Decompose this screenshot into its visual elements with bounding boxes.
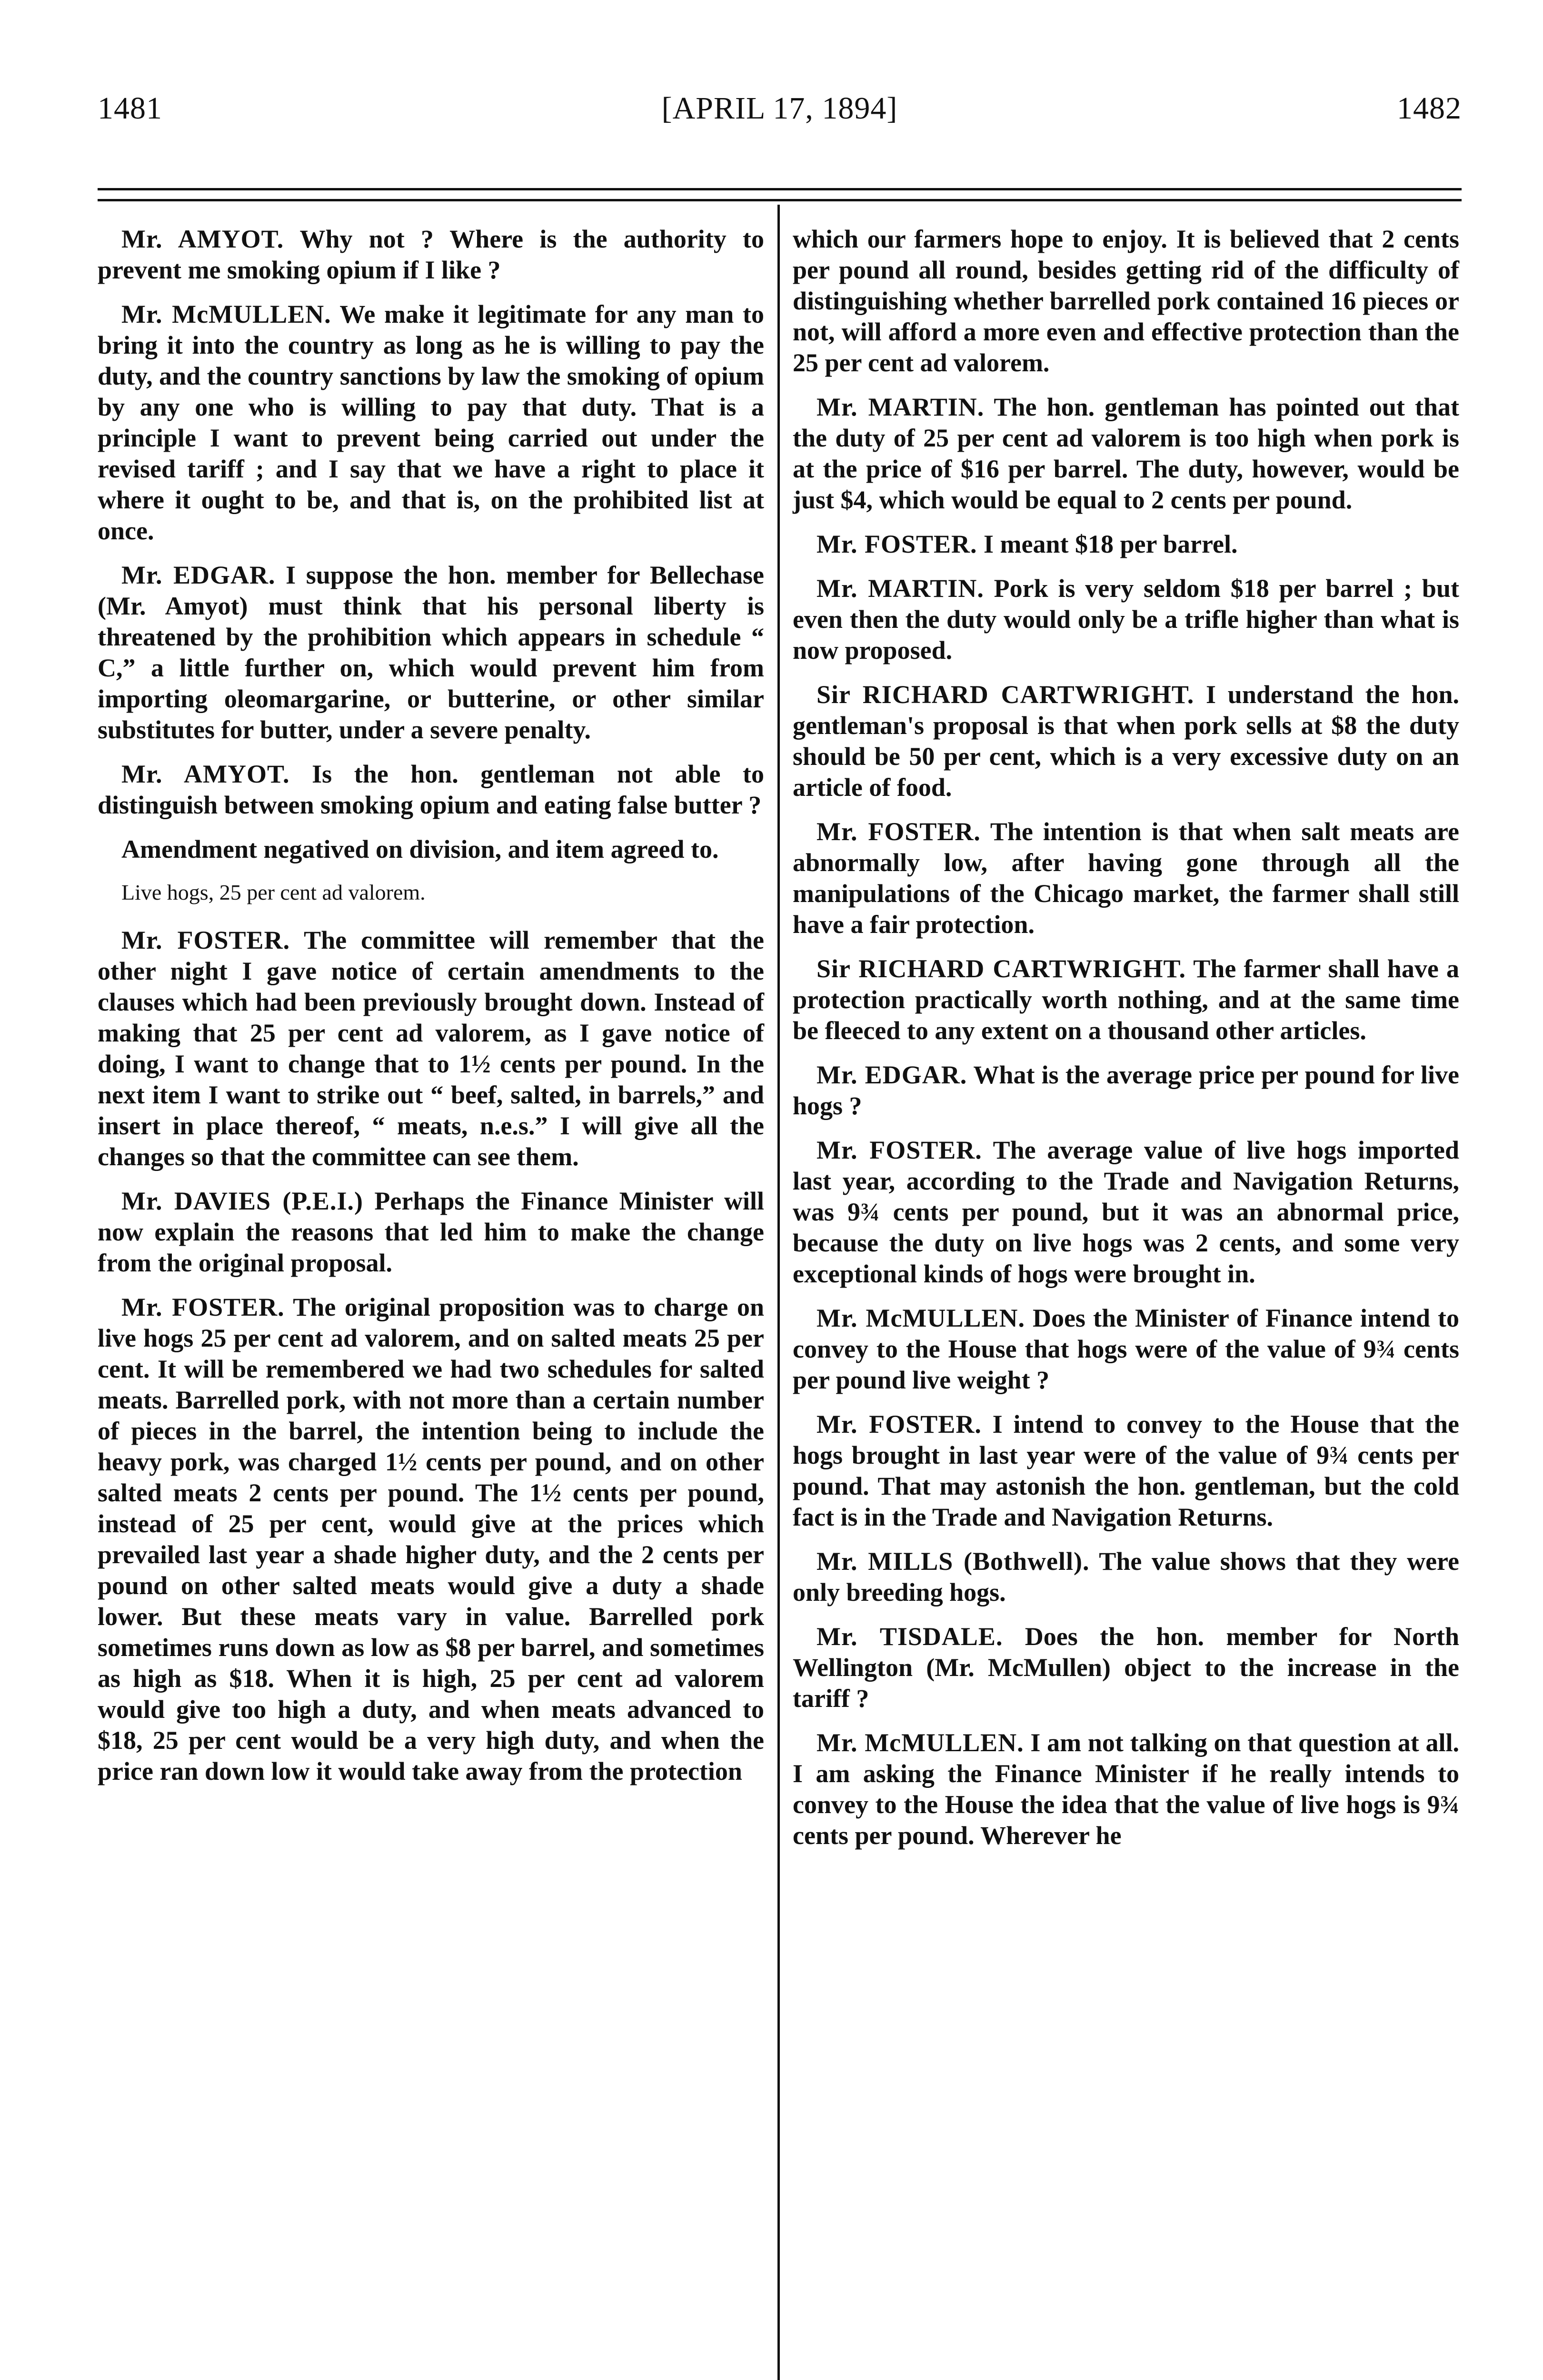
speaker-name: Mr. MARTIN. [816, 393, 985, 421]
speech-paragraph [793, 1060, 1459, 1121]
left-column [98, 224, 764, 1800]
speaker-name: Mr. McMULLEN. [816, 1304, 1025, 1332]
speech-paragraph [793, 1303, 1459, 1396]
speech-paragraph [793, 1135, 1459, 1289]
speech-paragraph [98, 1292, 764, 1787]
speech-text: Why not ? Where is the authority to prevent me smoking opium if I like ? [98, 225, 764, 284]
speaker-name: Sir RICHARD CARTWRIGHT. [816, 954, 1186, 983]
speaker-name: Mr. EDGAR. [816, 1061, 967, 1089]
speech-text: I meant $18 per barrel. [977, 530, 1238, 558]
speech-text: The committee will remember that the other night I gave notice of certain amendments to the clauses which had been previously brought down. Instead of making that 25 per cent ad valorem, as I gave notice of doing, I want to change that to 1½ cents per pound. In the next item I want to strike out “ beef, salted, in barrels,” and insert in place thereof, “ meats, n.e.s.” I will give all the changes so that the committee can see them. [98, 926, 764, 1171]
speaker-name: Mr. McMULLEN. [121, 300, 331, 328]
speaker-name: Mr. FOSTER. [816, 1410, 982, 1438]
speech-paragraph [98, 925, 764, 1172]
speech-paragraph [793, 953, 1459, 1046]
speech-paragraph [793, 679, 1459, 803]
header-rule-top [98, 188, 1462, 190]
speech-paragraph [98, 224, 764, 286]
speech-text: I suppose the hon. member for Bellechase (Mr. Amyot) must think that his personal liberty is threatened by the prohibition which appears in schedule “ C,” a little further on, which would prevent him from importing oleomargarine, or butterine, or other similar substitutes for butter, under a severe penalty. [98, 561, 764, 744]
right-page-number: 1482 [1397, 91, 1462, 126]
speech-paragraph [98, 299, 764, 546]
speech-text: Does the hon. member for North Wellington (Mr. McMullen) object to the increase in the tariff ? [793, 1622, 1459, 1713]
speech-paragraph [98, 560, 764, 745]
speaker-name: Mr. AMYOT. [121, 760, 290, 788]
speech-text: The original proposition was to charge on live hogs 25 per cent ad valorem, and on salted meats 25 per cent. It will be remembered we had two schedules for salted meats. Barrelled pork, with not more than a certain number of pieces in the barrel, the intention being to include the heavy pork, was charged 1½ cents per pound, and on other salted meats 2 cents per pound. The 1½ cents per pound, instead of 25 per cent, would give at the prices which prevailed last year a shade higher duty, and the 2 cents per pound on other salted meats would give a duty a shade lower. But these meats vary in value. Barrelled pork sometimes runs down as low as $8 per barrel, and sometimes as high as $18. When it is high, 25 per cent ad valorem would give too high a duty, and when meats advanced to $18, 25 per cent would be a very high duty, and when the price ran down low it would take away from the protection [98, 1293, 764, 1785]
speaker-name: Mr. MILLS (Bothwell). [816, 1547, 1090, 1576]
speech-paragraph [793, 1727, 1459, 1851]
text-paragraph [98, 834, 764, 865]
speech-text: We make it legitimate for any man to bring it into the country as long as he is willing to pay the duty, and the country sanctions by law the smoking of opium by any one who is willing to pay that duty. That is a principle I want to prevent being carried out under the revised tariff ; and I say that we have a right to place it where it ought to be, and that is, on the prohibited list at once. [98, 300, 764, 545]
speech-paragraph [793, 1409, 1459, 1533]
speech-text: Amendment negatived on division, and item agreed to. [121, 835, 719, 863]
speaker-name: Sir RICHARD CARTWRIGHT. [816, 680, 1195, 709]
left-page-number: 1481 [98, 91, 162, 126]
speaker-name: Mr. FOSTER. [816, 530, 977, 558]
right-column [793, 224, 1459, 1864]
tariff-item: Live hogs, 25 per cent ad valorem. [121, 880, 426, 904]
speech-text: The value shows that they were only breeding hogs. [793, 1547, 1459, 1606]
speaker-name: Mr. DAVIES (P.E.I.) [121, 1187, 363, 1215]
speech-text: The average value of live hogs imported last year, according to the Trade and Navigation Returns, was 9¾ cents per pound, but it was an abnormal price, because the duty on live hogs was 2 cents, and some very exceptional kinds of hogs were brought in. [793, 1136, 1460, 1288]
speaker-name: Mr. TISDALE. [816, 1622, 1003, 1651]
speech-text: The farmer shall have a protection practically worth nothing, and at the same time be fleeced to any extent on a thousand other articles. [793, 954, 1459, 1045]
speech-text: The intention is that when salt meats are abnormally low, after having gone through all the manipulations of the Chicago market, the farmer shall still have a fair protection. [793, 817, 1460, 939]
speech-paragraph [793, 573, 1459, 666]
text-paragraph [793, 224, 1459, 378]
speech-text: Is the hon. gentleman not able to distinguish between smoking opium and eating false butter ? [98, 760, 765, 819]
speaker-name: Mr. FOSTER. [121, 926, 290, 954]
speech-text: I am not talking on that question at all. I am asking the Finance Minister if he really intends to convey to the House the idea that the value of live hogs is 9¾ cents per pound. Wherever he [793, 1728, 1459, 1850]
speech-paragraph [793, 392, 1459, 516]
speaker-name: Mr. FOSTER. [816, 817, 981, 846]
column-divider [777, 205, 780, 2380]
speaker-name: Mr. EDGAR. [121, 561, 276, 589]
speech-paragraph [98, 1186, 764, 1279]
speaker-name: Mr. FOSTER. [816, 1136, 982, 1164]
speech-text: I understand the hon. gentleman's proposal is that when pork sells at $8 the duty should be 50 per cent, which is a very excessive duty on an article of food. [793, 680, 1460, 802]
speech-text: What is the average price per pound for live hogs ? [793, 1061, 1459, 1120]
speech-text: which our farmers hope to enjoy. It is believed that 2 cents per pound all round, besides getting rid of the difficulty of distinguishing whether barrelled pork contained 16 pieces or not, will afford a more even and effective protection than the 25 per cent ad valorem. [793, 225, 1459, 377]
speech-text: I intend to convey to the House that the hogs brought in last year were of the value of 9¾ cents per pound. That may astonish the hon. gentleman, but the cold fact is in the Trade and Navigation Returns. [793, 1410, 1460, 1531]
speech-text: The hon. gentleman has pointed out that the duty of 25 per cent ad valorem is too high when pork is at the price of $16 per barrel. The duty, however, would be just $4, which would be equal to 2 cents per pound. [793, 393, 1459, 514]
header-rule-bottom [98, 199, 1462, 201]
speech-paragraph [793, 1621, 1459, 1714]
speaker-name: Mr. FOSTER. [121, 1293, 285, 1321]
page-header [98, 90, 1462, 143]
speaker-name: Mr. AMYOT. [121, 225, 284, 253]
speech-paragraph [793, 1546, 1459, 1608]
speech-paragraph [793, 529, 1459, 560]
speech-paragraph [793, 816, 1459, 940]
speech-paragraph [98, 759, 764, 821]
speech-text: Perhaps the Finance Minister will now explain the reasons that led him to make the change from the original proposal. [98, 1187, 764, 1277]
speech-text: Does the Minister of Finance intend to convey to the House that hogs were of the value of 9¾ cents per pound live weight ? [793, 1304, 1459, 1394]
speaker-name: Mr. McMULLEN. [816, 1728, 1024, 1757]
speaker-name: Mr. MARTIN. [816, 574, 984, 603]
page-date: [APRIL 17, 1894] [661, 91, 898, 126]
speech-text: Pork is very seldom $18 per barrel ; but even then the duty would only be a trifle higher than what is now proposed. [793, 574, 1459, 664]
